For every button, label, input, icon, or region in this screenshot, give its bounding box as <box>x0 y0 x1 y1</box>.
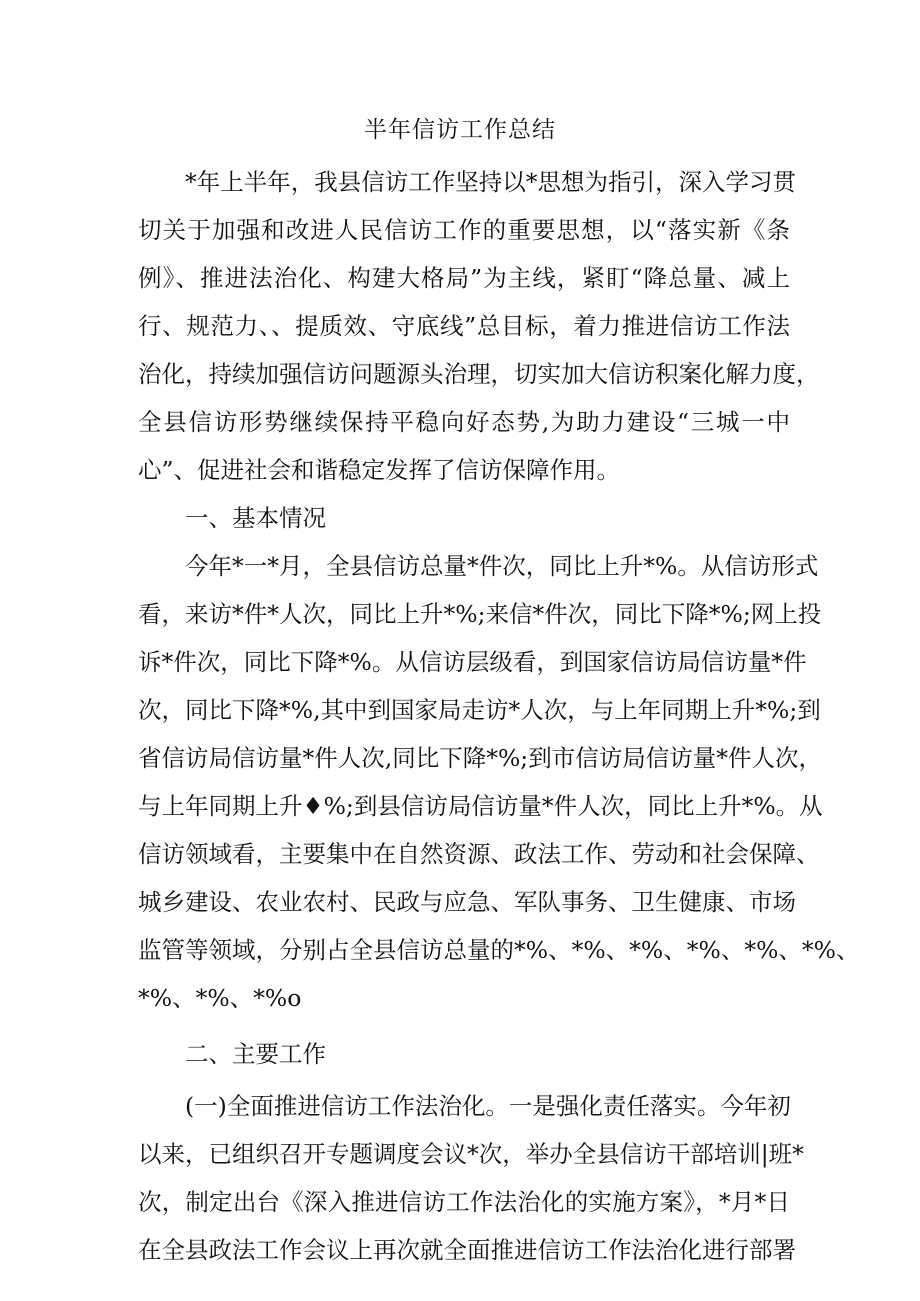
document-title: 半年信访工作总结 <box>364 117 556 143</box>
section-heading-basic-situation: 一、基本情况 <box>185 504 326 532</box>
section-heading-main-work: 二、主要工作 <box>185 1040 326 1068</box>
section1-line-3: 诉*件次，同比下降*%。从信访层级看，到国家信访局信访量*件 <box>138 648 807 676</box>
intro-line-1: *年上半年，我县信访工作坚持以*思想为指引，深入学习贯 <box>185 168 796 196</box>
section2-line-2: 以来，已组织召开专题调度会议*次，举办全县信访干部培训|班* <box>138 1140 804 1168</box>
section1-line-8: 城乡建设、农业农村、民政与应急、军队事务、卫生健康、市场 <box>138 888 796 916</box>
intro-line-2: 切关于加强和改进人民信访工作的重要思想，以“落实新《条 <box>138 216 790 244</box>
intro-line-5: 治化，持续加强信访问题源头治理，切实加大信访积案化解力度， <box>138 360 820 388</box>
section1-line-7: 信访领域看，主要集中在自然资源、政法工作、劳动和社会保障、 <box>138 840 820 868</box>
section1-line-4: 次，同比下降*%,其中到国家局走访*人次，与上年同期上升*%;到 <box>138 696 821 724</box>
section1-line-5: 省信访局信访量*件人次,同比下降*%;到市信访局信访量*件人次， <box>138 744 822 772</box>
section1-line-2: 看，来访*件*人次，同比上升*%;来信*件次，同比下降*%;网上投 <box>138 600 822 628</box>
section2-line-4: 在全县政法工作会议上再次就全面推进信访工作法治化进行部署 <box>138 1236 796 1264</box>
section1-line-9: 监管等领域，分别占全县信访总量的*%、*%、*%、*%、*%、*%、 <box>138 936 860 964</box>
intro-line-3: 例》、推进法治化、构建大格局”为主线，紧盯“降总量、减上 <box>138 264 790 292</box>
section1-line-1: 今年*一*月，全县信访总量*件次，同比上升*%。从信访形式 <box>185 552 819 580</box>
intro-line-4: 行、规范力、、提质效、守底线”总目标，着力推进信访工作法 <box>138 312 790 340</box>
section2-line-1: (一)全面推进信访工作法治化。一是强化责任落实。今年初 <box>185 1092 791 1120</box>
intro-line-6: 全县信访形势继续保持平稳向好态势,为助力建设“三城一中 <box>138 408 790 436</box>
section1-line-6: 与上年同期上升♦%;到县信访局信访量*件人次，同比上升*%。从 <box>138 792 823 820</box>
section2-line-3: 次，制定出台《深入推进信访工作法治化的实施方案》，*月*日 <box>138 1188 790 1216</box>
intro-line-7: 心”、促进社会和谐稳定发挥了信访保障作用。 <box>138 456 621 484</box>
section1-line-10: *%、*%、*%o <box>138 984 302 1012</box>
